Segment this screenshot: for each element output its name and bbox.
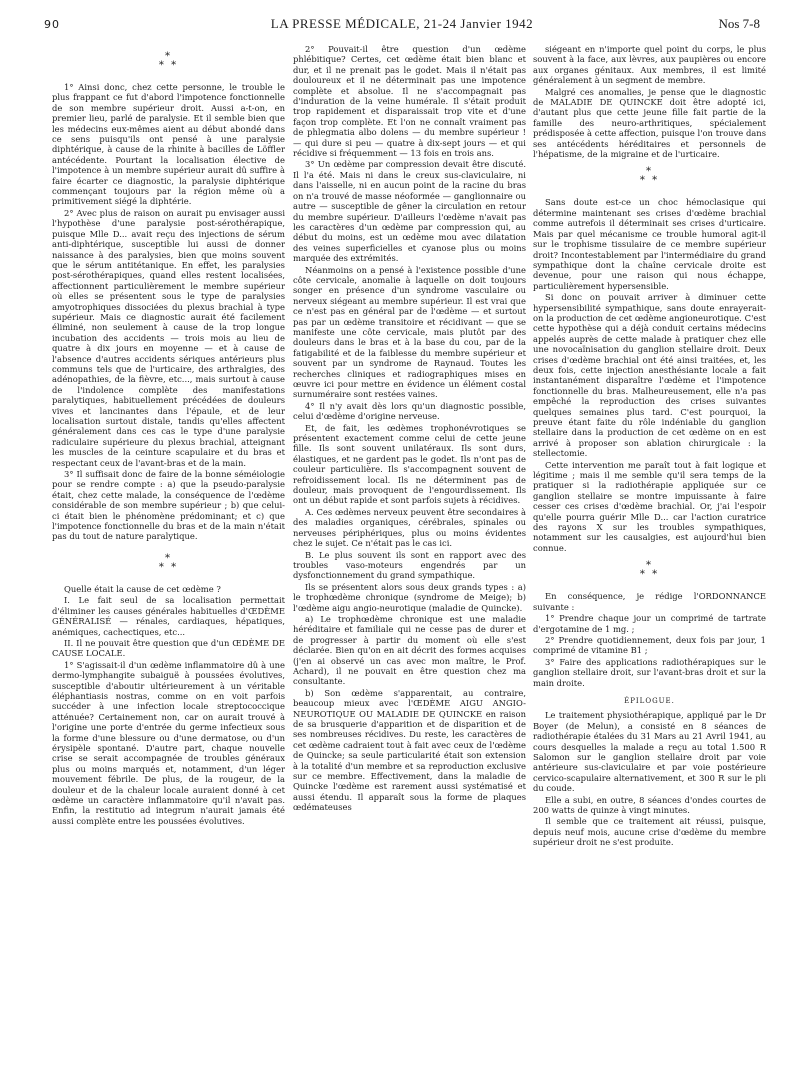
issue-number: Nos 7-8 — [718, 16, 760, 31]
running-header — [44, 14, 760, 36]
column-1 — [52, 44, 285, 1064]
page-number: 90 — [44, 18, 60, 31]
paragraph: I. Le fait seul de sa localisation permettait d'éliminer les causes générales habituelles d'ŒDÈME GÉNÉRALISÉ — rénales, cardiaques, hépatiques, anémiques, cachectiques, etc... — [52, 595, 285, 637]
paragraph: 2° Pouvait-il être question d'un œdème phlébitique? Certes, cet œdème était bien blanc et dur, et il ne prenait pas le godet. Mais il n'était pas douloureux et il ne déterminait pas une impotence complète et absolue. Il ne s'accompagnait pas d'induration de la veine humérale. Il s'était produit trop rapidement et disparaissait trop vite et d'une façon trop complète. Et l'on ne connaît vraiment pas de phlegmatia albo dolens — du membre supérieur ! — qui dure si peu — quatre à dix-sept jours — et qui récidive si fréquemment — 13 fois en trois ans. — [293, 44, 526, 159]
paragraph: 1° Ainsi donc, chez cette personne, le trouble le plus frappant ce fut d'abord l'impotence fonctionnelle de son membre supérieur droit. Aussi a-t-on, en premier lieu, parlé de paralysie. Et il semble bien que les médecins eux-mêmes aient au début abondé dans ce sens puisqu'ils ont pensé à une paralysie diphtérique, à cause de la rhinite à bacilles de Löffler antécédente. Pourtant la localisation élective de l'impotence à un membre supérieur aurait dû suffire à faire écarter ce diagnostic, la paralysie diphtérique commençant toujours par la région même où a primitivement siégé la diphtérie. — [52, 82, 285, 207]
paragraph: A. Ces œdèmes nerveux peuvent être secondaires à des maladies organiques, cérébrales, spinales ou nerveuses périphériques, plus ou moins évidentes chez le sujet. Ce n'était pas le cas ici. — [293, 506, 526, 549]
paragraph: siégeant en n'importe quel point du corps, le plus souvent à la face, aux lèvres, aux paupières ou encore aux organes génitaux. Aux membres, il est limité généralement à un segment de membre. — [533, 44, 766, 86]
paragraph: 2° Prendre quotidiennement, deux fois par jour, 1 comprimé de vitamine B1 ; — [533, 634, 766, 656]
paragraph: Et, de fait, les œdèmes trophonévrotiques se présentent exactement comme celui de cette jeune fille. Ils sont souvent unilatéraux. Ils sont durs, élastiques, et ne gardent pas le godet. Ils n'ont pas de couleur particulière. Ils s'accompagnent souvent de refroidissement local. Ils ne déterminent pas de douleur, mais provoquent de l'engourdissement. Ils ont un début rapide et sont parfois sujets à récidives. — [293, 422, 526, 506]
section-separator: * * * — [158, 51, 179, 71]
paragraph: 2° Avec plus de raison on aurait pu envisager aussi l'hypothèse d'une paralysie post-sérothérapique, puisque Mlle D... avait reçu des injections de sérum anti-diphtérique, susceptible lui aussi de donner naissance à des paralysies, bien que moins souvent que le sérum antitétanique. En effet, les paralysies post-sérothérapiques, quand elles restent localisées, affectionnent particulièrement le membre supérieur où elles se présentent sous le type de paralysies amyotrophiques dissociées du plexus brachial à type supérieur. Mais ce diagnostic aurait été facilement éliminé, non seulement à cause de la trop longue incubation des accidents — trois mois au lieu de quatre à dix jours en moyenne — et à cause de l'absence d'autres accidents sériques antérieurs plus communs tels que de l'urticaire, des arthralgies, des adénopathies, de la fièvre, etc..., mais surtout à cause de l'indolence complète des manifestations paralytiques, habituellement précédées de douleurs vives et lancinantes dans l'épaule, et de leur localisation surtout distale, tandis qu'elles affectent généralement dans ces cas le type d'une paralysie radiculaire supérieure du plexus brachial, atteignant les muscles de la ceinture scapulaire et du bras et respectant ceux de l'avant-bras et de la main. — [52, 207, 285, 468]
column-3 — [533, 44, 766, 1064]
paragraph: Sans doute est-ce un choc hémoclasique qui détermine maintenant ses crises d'œdème brachial comme autrefois il déterminait ses crises d'urticaire. Mais par quel mécanisme ce trouble humoral agit-il sur le trophisme tissulaire de ce membre supérieur droit? Incontestablement par l'intermédiaire du grand sympathique dont la chaîne cervicale droite est devenue, pour une raison qui nous échappe, particulièrement hypersensible. — [533, 197, 766, 291]
section-separator: * * * — [639, 166, 660, 187]
journal-title: LA PRESSE MÉDICALE, 21-24 Janvier 1942 — [270, 16, 534, 31]
paragraph: Cette intervention me paraît tout à fait logique et légitime ; mais il me semble qu'il sera temps de la pratiquer si la radiothérapie appliquée sur ce ganglion stellaire se montre impuissante à faire cesser ces crises d'œdème brachial. Or, j'ai l'espoir qu'elle pourra guérir Mlle D... car l'action curatrice des rayons X sur les troubles sympathiques, notamment sur les causalgies, est aujourd'hui bien connue. — [533, 459, 766, 553]
section-separator: * * * — [639, 560, 660, 581]
section-heading: ÉPILOGUE. — [624, 696, 675, 705]
paragraph: Elle a subi, en outre, 8 séances d'ondes courtes de 200 watts de quinze à vingt minutes. — [533, 794, 766, 815]
paragraph: b) Son œdème s'apparentait, au contraire, beaucoup mieux avec l'ŒDÈME AIGU ANGIO-NEUROTIQUE OU MALADIE DE QUINCKE en raison de sa brusquerie d'apparition et de disparition et de ses nombreuses récidives. Du reste, les caractères de cet œdème cadraient tout à fait avec ceux de l'œdème de Quincke; sa seule particularité était son extension à la totalité d'un membre et sa reproduction exclusive sur ce membre. Effectivement, dans la maladie de Quincke l'œdème est rarement aussi systématisé et aussi étendu. Il apparaît sous la forme de plaques œdémateuses — [293, 687, 526, 813]
paragraph: 3° Un œdème par compression devait être discuté. Il l'a été. Mais ni dans le creux sus-claviculaire, ni dans l'aisselle, ni en aucun point de la racine du bras on n'a trouvé de masse néoformée — ganglionnaire ou autre — susceptible de gêner la circulation en retour du membre supérieur. D'ailleurs l'œdème n'avait pas les caractères d'un œdème par compression qui, au début du moins, est un œdème mou avec dilatation des veines superficielles et cyanose plus ou moins marquée des extrémités. — [293, 159, 526, 264]
paragraph: a) Le trophœdème chronique est une maladie héréditaire et familiale qui ne cesse pas de durer et de progresser à partir du moment où elle s'est déclarée. Bien qu'on en ait décrit des formes acquises (j'en ai observé un cas avec mon maître, le Prof. Achard), il ne pouvait en être question chez ma consultante. — [293, 613, 526, 687]
paragraph: 4° Il n'y avait dès lors qu'un diagnostic possible, celui d'œdème d'origine nerveuse. — [293, 400, 526, 422]
paragraph: 3° Faire des applications radiothérapiques sur le ganglion stellaire droit, sur l'avant-bras droit et sur la main droite. — [533, 656, 766, 688]
section-separator: * * * — [158, 552, 179, 573]
paragraph: 1° S'agissait-il d'un œdème inflammatoire dû à une dermo-lymphangite subaiguë à poussées évolutives, susceptible d'aboutir ultérieurement à un véritable éléphantiasis nostras, comme on en voit parfois succéder à une infection locale streptococcique atténuée? Certainement non, car on aurait trouvé à l'origine une porte d'entrée du germe infectieux sous la forme d'une blessure ou d'une dermatose, ou d'un érysipèle spontané. D'autre part, chaque nouvelle crise se serait accompagnée de troubles généraux plus ou moins marqués et, notamment, d'un léger mouvement fébrile. De plus, de la rougeur, de la douleur et de la chaleur locale auraient donné à cet œdème un caractère inflammatoire qu'il n'avait pas. Enfin, la restitutio ad integrum n'aurait jamais été aussi complète entre les poussées évolutives. — [52, 659, 285, 826]
paragraph: Malgré ces anomalies, je pense que le diagnostic de MALADIE DE QUINCKE doit être adopté ici, d'autant plus que cette jeune fille fait partie de la famille des neuro-arthritiques, spécialement prédisposée à cette affection, puisque l'on trouve dans ses antécédents héréditaires et personnels de l'hépatisme, de la migraine et de l'urticaire. — [533, 86, 766, 160]
paragraph: Quelle était la cause de cet œdème ? — [64, 583, 221, 594]
paragraph: 1° Prendre chaque jour un comprimé de tartrate d'ergotamine de 1 mg. ; — [533, 613, 766, 634]
column-2 — [293, 44, 526, 1064]
paragraph: B. Le plus souvent ils sont en rapport avec des troubles vaso-moteurs engendrés par un dysfonctionnement du grand sympathique. — [293, 549, 526, 581]
paragraph: 3° Il suffisait donc de faire de la bonne séméiologie pour se rendre compte : a) que la pseudo-paralysie était, chez cette malade, la conséquence de l'œdème considérable de son membre supérieur ; b) que celui-ci était bien le phénomène prédominant; et c) que l'impotence fonctionnelle du bras et de la main n'était pas du tout de nature paralytique. — [52, 469, 285, 542]
paragraph: Il semble que ce traitement ait réussi, puisque, depuis neuf mois, aucune crise d'œdème du membre supérieur droit ne s'est produite. — [533, 816, 766, 848]
paragraph: Néanmoins on a pensé à l'existence possible d'une côte cervicale, anomalie à laquelle on doit toujours songer en présence d'un syndrome vasculaire ou nerveux siégeant au membre supérieur. Il est vrai que ce n'est pas en général par de l'œdème — et surtout pas par un œdème transitoire et récidivant — que se manifeste une côte cervicale, mais plutôt par des douleurs dans le bras et à la base du cou, par de la fatigabilité et de la faiblesse du membre supérieur et souvent par un syndrome de Raynaud. Toutes les recherches cliniques et radiographiques mises en œuvre ici pour mettre en évidence un élément costal surnuméraire sont restées vaines. — [293, 264, 526, 400]
paragraph: En conséquence, je rédige l'ORDONNANCE suivante : — [533, 591, 766, 612]
paragraph: Ils se présentent alors sous deux grands types : a) le trophœdème chronique (syndrome de Meige); b) l'œdème aigu angio-neurotique (maladie de Quincke). — [293, 581, 526, 613]
paragraph: II. Il ne pouvait être question que d'un ŒDÈME DE CAUSE LOCALE. — [52, 637, 285, 659]
paragraph: Le traitement physiothérapique, appliqué par le Dr Boyer (de Melun), a consisté en 8 séances de radiothérapie étalées du 31 Mars au 21 Avril 1941, au cours desquelles la malade a reçu au total 1.500 R Salomon sur le ganglion stellaire droit par voie antérieure sus-claviculaire et par voie postérieure cervico-scapulaire alternativement, et 300 R sur le pli du coude. — [533, 710, 766, 794]
paragraph: Si donc on pouvait arriver à diminuer cette hypersensibilité sympathique, sans doute enrayerait-on la production de cet œdème angioneurotique. C'est cette hypothèse qui a déjà conduit certains médecins appelés auprès de cette malade à pratiquer chez elle une novocaïnisation du ganglion stellaire droit. Deux crises d'œdème brachial ont été ainsi traitées, et, les deux fois, cette injection anesthésiante locale a fait instantanément disparaître l'œdème et l'impotence fonctionnelle du bras. Malheureusement, elle n'a pas empêché la reproduction des crises suivantes quelques semaines plus tard. C'est pourquoi, la preuve étant faite du rôle indéniable du ganglion stellaire dans la production de cet œdème on en est arrivé à proposer son ablation chirurgicale : la stellectomie. — [533, 292, 766, 459]
